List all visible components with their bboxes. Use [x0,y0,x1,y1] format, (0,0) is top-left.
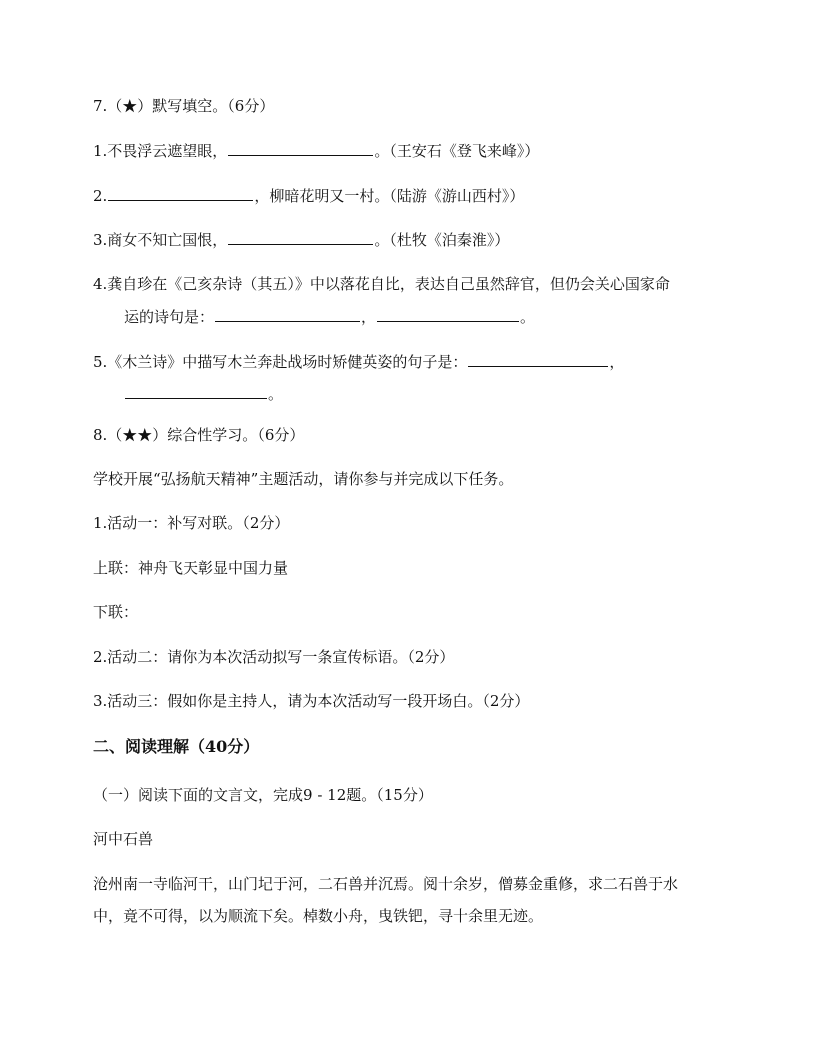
q7-title: 7.（★）默写填空。（6分） [93,97,275,115]
subsection-heading: （一）阅读下面的文言文，完成9 - 12题。（15分） [93,786,433,804]
passage-title: 河中石兽 [93,830,154,848]
q7-item5-end: 。 [268,385,284,403]
answer-blank[interactable] [108,185,253,201]
q7-item1-prompt: 1.不畏浮云遮望眼， [93,142,228,160]
q7-item4-line1: 4.龚自珍在《己亥杂诗（其五）》中以落花自比，表达自己虽然辞官，但仍会关心国家命 [93,275,670,293]
q7-item1 [93,140,733,161]
q7-item1-source: 。（王安石《登飞来峰》） [374,142,540,160]
q8-task1: 1.活动一：补写对联。（2分） [93,514,290,532]
q7-item2-prompt: ，柳暗花明又一村。（陆游《游山西村》） [254,187,525,205]
passage-line: 沧州南一寺临河干，山门圮于河，二石兽并沉焉。阅十余岁，僧募金重修，求二石兽于水 [93,875,679,893]
answer-blank[interactable] [228,140,373,156]
answer-blank[interactable] [125,383,267,399]
q8-upper-couplet: 上联：神舟飞天彰显中国力量 [93,559,289,577]
q7-item4-prompt: 运的诗句是： [124,308,215,326]
q7-item5-prompt: 5.《木兰诗》中描写木兰奔赴战场时矫健英姿的句子是： [93,353,468,371]
section-heading: 二、阅读理解（40分） [93,737,260,756]
q7-item2-number: 2. [93,187,108,205]
q7-item2 [93,185,733,206]
q7-item3-source: 。（杜牧《泊秦淮》） [374,231,510,249]
q7-item3 [93,229,733,250]
q8-title: 8.（★★）综合性学习。（6分） [93,426,305,444]
q7-item5-line2 [124,383,764,404]
answer-blank[interactable] [468,351,608,367]
answer-blank[interactable] [377,306,519,322]
answer-blank[interactable] [228,229,373,245]
q8-task2: 2.活动二：请你为本次活动拟写一条宣传标语。（2分） [93,648,455,666]
q8-task3: 3.活动三：假如你是主持人，请为本次活动写一段开场白。（2分） [93,692,530,710]
q7-item4-end: 。 [520,308,536,326]
q8-intro: 学校开展“弘扬航天精神”主题活动，请你参与并完成以下任务。 [93,470,514,488]
q7-item3-prompt: 3.商女不知亡国恨， [93,231,228,249]
q7-item5-line1 [93,351,733,372]
q7-item4-line2 [124,306,764,327]
passage-line: 中，竟不可得，以为顺流下矣。棹数小舟，曳铁钯，寻十余里无迹。 [93,907,544,925]
q8-lower-couplet: 下联： [93,603,139,621]
q7-item4-separator: ， [361,308,377,326]
q7-item5-separator: ， [609,353,625,371]
answer-blank[interactable] [215,306,360,322]
